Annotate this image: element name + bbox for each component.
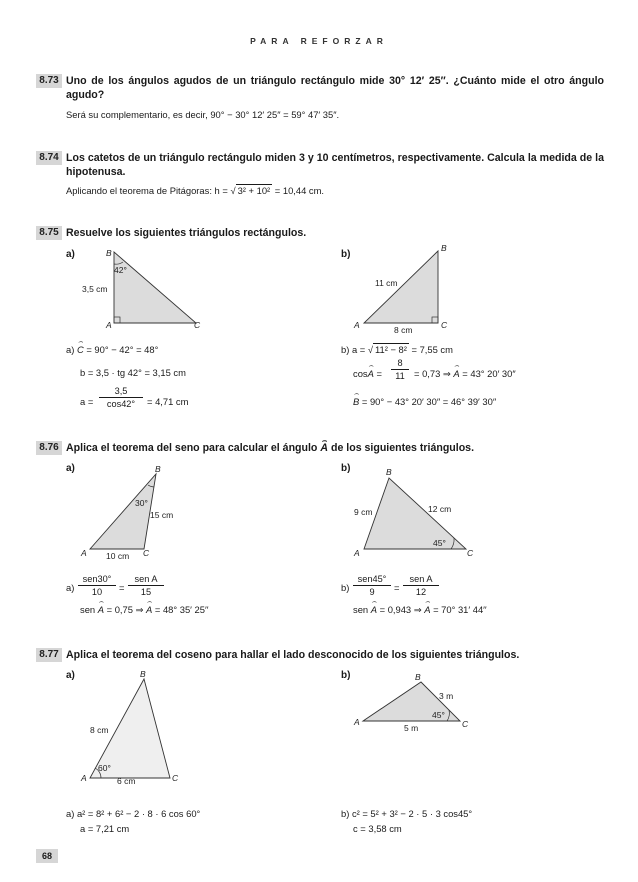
section-header: PARA REFORZAR — [250, 36, 388, 46]
question-text: de los siguientes triángulos. — [330, 442, 475, 454]
solution-line — [353, 604, 487, 616]
fraction — [99, 385, 143, 410]
solution-line — [341, 344, 453, 356]
side-label: 5 m — [404, 723, 419, 733]
vertex-label: C — [194, 320, 201, 330]
angle-label: 42° — [114, 265, 127, 275]
vertex-label: C — [467, 548, 474, 558]
fraction-numerator: 8 — [391, 357, 409, 370]
vertex-label: A — [81, 548, 87, 558]
problem-number: 8.73 — [36, 74, 62, 88]
triangle-77a — [80, 669, 179, 786]
fraction — [353, 573, 391, 598]
side-label: 3 m — [439, 691, 454, 701]
fraction-numerator: 3,5 — [99, 385, 143, 398]
vertex-label: C — [172, 773, 179, 783]
angle-label: 45° — [433, 538, 446, 548]
problem-question — [66, 441, 604, 455]
part-label-b: b) — [341, 249, 351, 260]
angle-variable: ⌢ A — [368, 368, 374, 379]
part-label-b: b) — [341, 463, 351, 474]
fraction-denominator: 12 — [415, 587, 427, 597]
vertex-label: A — [354, 717, 360, 727]
solution-line: a = 7,21 cm — [80, 823, 130, 834]
function-name: sen — [80, 604, 96, 615]
function-name: cos — [353, 368, 368, 379]
angle-variable: ⌢ B — [353, 396, 359, 407]
equation-rhs: = 4,71 cm — [147, 396, 189, 407]
side-label: 15 cm — [150, 510, 174, 520]
solution-line — [353, 368, 382, 380]
answer-suffix: = 10,44 cm. — [274, 185, 325, 196]
solution-line — [414, 368, 516, 380]
fraction — [78, 573, 116, 598]
problem-number: 8.75 — [36, 226, 62, 240]
fraction-denominator: 9 — [369, 587, 375, 597]
side-label: 10 cm — [106, 551, 130, 561]
solution-line — [80, 604, 209, 616]
angle-variable: ⌢ A — [453, 368, 459, 379]
equation-text: = 90° − 43° 20′ 30″ = 46° 39′ 30″ — [361, 396, 497, 407]
equation-rhs: = 43° 20′ 30″ — [462, 368, 516, 379]
part-label-a: a) — [66, 249, 75, 260]
equation-text: = 0,75 ⇒ — [106, 604, 144, 615]
side-label: 12 cm — [428, 504, 452, 514]
angle-variable: ⌢ A — [371, 604, 377, 615]
fraction-denominator: 15 — [140, 587, 152, 597]
part-label-a: a) — [66, 463, 75, 474]
fraction-numerator: sen A — [128, 573, 164, 586]
solution-line: b = 3,5 · tg 42° = 3,15 cm — [80, 367, 186, 378]
solution-line: a) a² = 8² + 6² − 2 · 8 · 6 cos 60° — [66, 808, 201, 819]
problem-question: Los catetos de un triángulo rectángulo miden 3 y 10 centímetros, respectivamente. Calcula la medida de la hipotenusa. — [66, 152, 604, 178]
equals-sign: = — [376, 368, 382, 379]
vertex-label: B — [140, 669, 146, 679]
page-number: 68 — [36, 849, 58, 863]
side-label: 8 cm — [90, 725, 109, 735]
fraction-numerator: sen30° — [78, 573, 116, 586]
vertex-label: C — [143, 548, 150, 558]
vertex-label: A — [81, 773, 87, 783]
vertex-label: B — [415, 672, 421, 682]
triangle-76b — [353, 467, 474, 558]
angle-label: 30° — [135, 498, 148, 508]
fraction — [128, 573, 164, 598]
part-prefix: b) a = — [341, 344, 366, 355]
vertex-label: C — [462, 719, 469, 729]
triangle-75b — [353, 243, 448, 335]
triangle-75a — [82, 248, 201, 330]
angle-variable: ⌢ A — [146, 604, 152, 615]
fraction — [403, 573, 439, 598]
fraction-denominator: 10 — [91, 587, 103, 597]
angle-variable: ⌢ C — [77, 344, 84, 355]
side-label: 11 cm — [375, 278, 398, 288]
fraction-denominator: cos42° — [106, 399, 136, 409]
triangle-77b — [353, 672, 469, 733]
equals-sign: = — [119, 582, 125, 593]
equation-rhs: = 48° 35′ 25′′ — [154, 604, 209, 615]
side-label: 9 cm — [354, 507, 373, 517]
sqrt-sign: √ — [230, 185, 236, 196]
problem-number: 8.77 — [36, 648, 62, 662]
equals-sign: = — [394, 582, 400, 593]
side-label: 6 cm — [117, 776, 136, 786]
fraction — [391, 357, 409, 382]
equation-rhs: = 7,55 cm — [411, 344, 453, 355]
equation-rhs: = 70° 31′ 44′′ — [433, 604, 487, 615]
angle-variable: ⌢ A — [320, 442, 328, 454]
problem-question: Resuelve los siguientes triángulos rectángulos. — [66, 227, 307, 239]
fraction-numerator: sen45° — [353, 573, 391, 586]
angle-variable: ⌢ A — [98, 604, 104, 615]
side-label: 8 cm — [394, 325, 413, 335]
vertex-label: B — [441, 243, 447, 253]
fraction-denominator: 11 — [395, 371, 405, 381]
solution-line: b) c² = 5² + 3² − 2 · 5 · 3 cos45° — [341, 808, 473, 819]
angle-variable: ⌢ A — [424, 604, 430, 615]
question-text: Aplica el teorema del seno para calcular el ángulo — [66, 442, 318, 454]
part-prefix: b) — [341, 582, 350, 593]
answer-prefix: Aplicando el teorema de Pitágoras: h = — [66, 185, 228, 196]
equation-text: = 0,73 ⇒ — [414, 368, 451, 379]
equation-text: = 90° − 42° = 48° — [86, 344, 159, 355]
vertex-label: A — [354, 548, 360, 558]
vertex-label: A — [106, 320, 112, 330]
equation-lhs: a = — [80, 396, 94, 407]
part-prefix: a) — [66, 344, 75, 355]
solution-line — [353, 396, 496, 408]
vertex-label: C — [441, 320, 448, 330]
sqrt-radicand: 11² − 8² — [375, 344, 407, 355]
problem-number: 8.76 — [36, 441, 62, 455]
sqrt-sign: √ — [367, 344, 373, 355]
problem-answer: Será su complementario, es decir, 90° − 30° 12′ 25″ = 59° 47′ 35″. — [66, 109, 340, 120]
vertex-label: A — [354, 320, 360, 330]
solution-line: c = 3,58 cm — [353, 823, 402, 834]
angle-label: 45° — [432, 710, 445, 720]
problem-question: Aplica el teorema del coseno para hallar el lado desconocido de los siguientes triángulos. — [66, 649, 520, 661]
part-label-b: b) — [341, 670, 351, 681]
vertex-label: B — [386, 467, 392, 477]
part-label-a: a) — [66, 670, 75, 681]
part-prefix: a) — [66, 582, 75, 593]
angle-label: 60° — [98, 763, 111, 773]
side-label: 3,5 cm — [82, 284, 108, 294]
equation-text: = 0,943 ⇒ — [379, 604, 422, 615]
vertex-label: B — [155, 464, 161, 474]
vertex-label: B — [106, 248, 112, 258]
solution-line — [66, 344, 158, 356]
problem-question: Uno de los ángulos agudos de un triángulo rectángulo mide 30° 12′ 25″. ¿Cuánto mide el otro ángulo agudo? — [66, 75, 604, 101]
sqrt-radicand: 3² + 10² — [237, 185, 271, 196]
function-name: sen — [353, 604, 369, 615]
triangle-76a — [80, 464, 173, 561]
problem-number: 8.74 — [36, 151, 62, 165]
fraction-numerator: sen A — [403, 573, 439, 586]
